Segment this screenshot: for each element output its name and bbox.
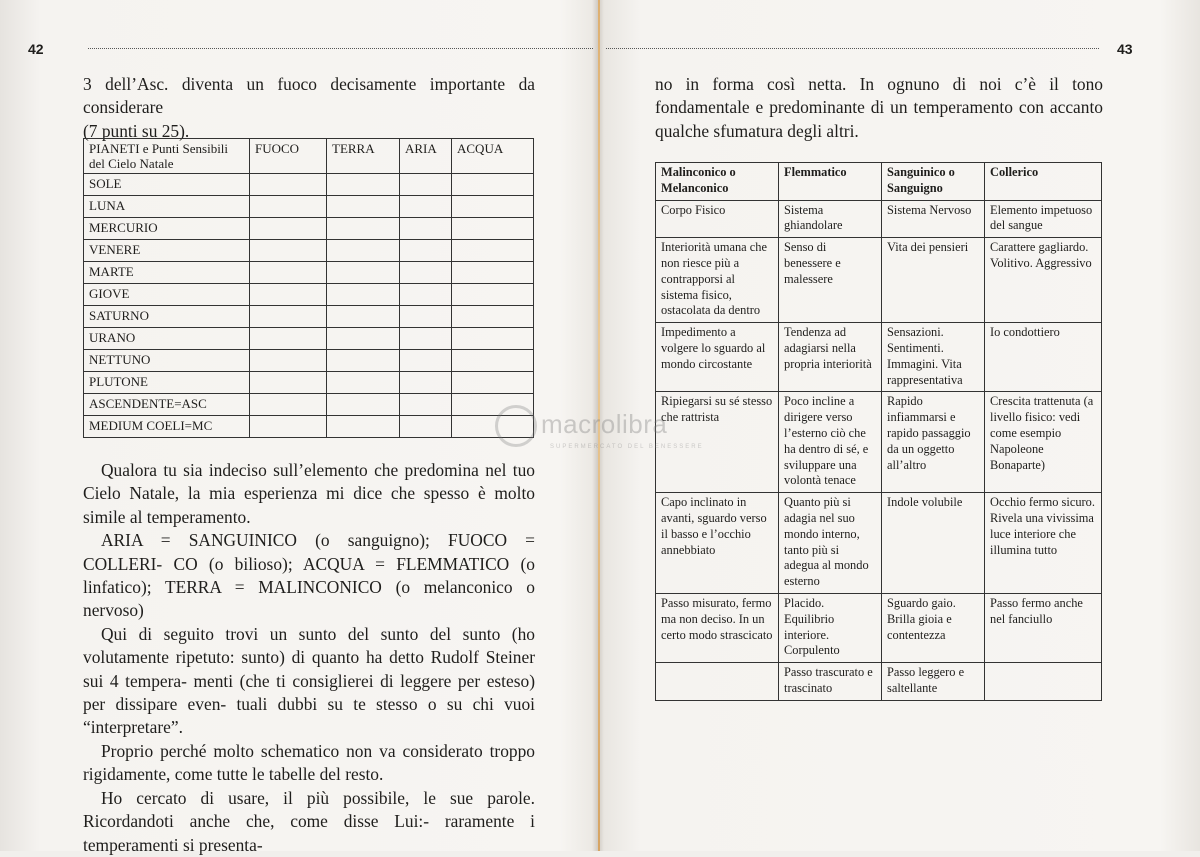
table-row xyxy=(84,394,534,416)
table-cell: Poco incline a dirigere verso l’esterno ciò che ha dentro di sé, e svilupparе una volontà tenace xyxy=(779,392,882,493)
table-header: ACQUA xyxy=(452,139,534,174)
empty-cell xyxy=(400,196,452,218)
empty-cell xyxy=(400,306,452,328)
left-page-number: 42 xyxy=(28,41,44,57)
empty-cell xyxy=(400,328,452,350)
empty-cell xyxy=(250,218,327,240)
empty-cell xyxy=(327,218,400,240)
watermark-logo-icon xyxy=(495,405,537,447)
table-row xyxy=(84,284,534,306)
planet-cell: SOLE xyxy=(84,174,250,196)
empty-cell xyxy=(452,174,534,196)
empty-cell xyxy=(327,196,400,218)
table-header: Flemmatico xyxy=(779,163,882,201)
table-header: FUOCO xyxy=(250,139,327,174)
table-cell: Occhio fermo sicuro. Rivela una vivissima luce interiore che illumina tutto xyxy=(985,493,1102,594)
left-intro-line1: 3 dell’Asc. diventa un fuoco decisamente importante da considerare xyxy=(83,74,535,118)
empty-cell xyxy=(452,218,534,240)
empty-cell xyxy=(452,306,534,328)
left-header-rule xyxy=(88,48,593,49)
table-cell: Senso di benessere e malessere xyxy=(779,238,882,323)
empty-cell xyxy=(250,306,327,328)
empty-cell xyxy=(250,350,327,372)
empty-cell xyxy=(327,262,400,284)
table-row xyxy=(84,218,534,240)
empty-cell xyxy=(452,372,534,394)
empty-cell xyxy=(327,394,400,416)
watermark xyxy=(495,405,704,450)
table-cell: Indole volubile xyxy=(882,493,985,594)
table-row xyxy=(656,593,1102,662)
temperaments-table xyxy=(655,162,1102,701)
right-header-rule xyxy=(606,48,1099,49)
empty-cell xyxy=(452,262,534,284)
table-header: TERRA xyxy=(327,139,400,174)
table-cell: Io condottiero xyxy=(985,323,1102,392)
table-header: Collerico xyxy=(985,163,1102,201)
empty-cell xyxy=(327,416,400,438)
planet-cell: MARTE xyxy=(84,262,250,284)
table-cell: Crescita trattenuta (a livello fisico: vedi come esempio Napoleone Bonaparte) xyxy=(985,392,1102,493)
table-cell: Placido. Equilibrio interiore. Corpulento xyxy=(779,593,882,662)
right-page-number: 43 xyxy=(1117,41,1133,57)
table-row xyxy=(656,392,1102,493)
empty-cell xyxy=(250,284,327,306)
table-cell: Elemento impetuoso del sangue xyxy=(985,200,1102,238)
empty-cell xyxy=(250,262,327,284)
table-cell: Sistema ghiandolare xyxy=(779,200,882,238)
empty-cell xyxy=(400,416,452,438)
empty-cell xyxy=(400,262,452,284)
empty-cell xyxy=(327,372,400,394)
empty-cell xyxy=(400,240,452,262)
table-row xyxy=(656,200,1102,238)
paragraph: ARIA = SANGUINICO (o sanguigno); FUOCO = COLLERI- CO (o bilioso); ACQUA = FLEMMATICO (o linfatico); TERRA = MALINCONICO (o melanconico o nervoso) xyxy=(83,530,535,621)
empty-cell xyxy=(327,306,400,328)
planet-cell: MERCURIO xyxy=(84,218,250,240)
table-row xyxy=(84,416,534,438)
planet-cell: NETTUNO xyxy=(84,350,250,372)
empty-cell xyxy=(452,328,534,350)
empty-cell xyxy=(400,174,452,196)
table-row xyxy=(656,493,1102,594)
watermark-text: macrolibra xyxy=(541,408,668,439)
table-cell: Passo leggero e saltellante xyxy=(882,663,985,701)
table-cell: Tendenza ad adagiarsi nella propria interiorità xyxy=(779,323,882,392)
right-intro: no in forma così netta. In ognuno di noi c’è il tono fondamentale e predominante di un temperamento con accanto qualche sfumatura degli altri. xyxy=(655,74,1103,141)
table-header: Malinconico o Melanconico xyxy=(656,163,779,201)
empty-cell xyxy=(400,350,452,372)
empty-cell xyxy=(250,416,327,438)
empty-cell xyxy=(250,328,327,350)
empty-cell xyxy=(452,240,534,262)
table-cell: Interiorità umana che non riesce più a contrapporsi al sistema fisico, ostacolata da dentro xyxy=(656,238,779,323)
table-row xyxy=(656,663,1102,701)
table-header: ARIA xyxy=(400,139,452,174)
left-body-text xyxy=(83,459,535,857)
empty-cell xyxy=(452,284,534,306)
table-cell: Quanto più si adagia nel suo mondo interno, tanto più si adegua al mondo esterno xyxy=(779,493,882,594)
table-row xyxy=(84,196,534,218)
planets-elements-table xyxy=(83,138,534,438)
empty-cell xyxy=(327,350,400,372)
table-row xyxy=(84,328,534,350)
empty-cell xyxy=(327,240,400,262)
planet-cell: URANO xyxy=(84,328,250,350)
empty-cell xyxy=(250,174,327,196)
table-cell: Sistema Nervoso xyxy=(882,200,985,238)
table-cell xyxy=(656,663,779,701)
table-row xyxy=(84,262,534,284)
table-cell: Impedimento a volgere lo sguardo al mondo circostante xyxy=(656,323,779,392)
empty-cell xyxy=(452,350,534,372)
left-intro-line2: (7 punti su 25). xyxy=(83,120,190,141)
empty-cell xyxy=(250,196,327,218)
planet-cell: MEDIUM COELI=MC xyxy=(84,416,250,438)
table-cell: Ripiegarsi su sé stesso che rattrista xyxy=(656,392,779,493)
empty-cell xyxy=(250,372,327,394)
table-cell: Capo inclinato in avanti, sguardo verso il basso e l’occhio annebbiato xyxy=(656,493,779,594)
table-cell: Corpo Fisico xyxy=(656,200,779,238)
planet-cell: LUNA xyxy=(84,196,250,218)
table-cell: Passo fermo anche nel fanciullo xyxy=(985,593,1102,662)
paragraph: Qualora tu sia indeciso sull’elemento che predomina nel tuo Cielo Natale, la mia esperienza mi dice che spesso è molto simile al temperamento. xyxy=(83,460,535,527)
table-cell: Vita dei pensieri xyxy=(882,238,985,323)
planet-cell: GIOVE xyxy=(84,284,250,306)
empty-cell xyxy=(250,394,327,416)
empty-cell xyxy=(327,284,400,306)
paragraph: Ho cercato di usare, il più possibile, le sue parole. Ricordandoti anche che, come disse Lui:- raramente i temperamenti si presenta- xyxy=(83,787,535,855)
left-intro xyxy=(83,73,535,143)
watermark-subtext: SUPERMERCATO DEL BENESSERE xyxy=(550,444,704,450)
empty-cell xyxy=(400,284,452,306)
table-row xyxy=(656,238,1102,323)
planet-cell: SATURNO xyxy=(84,306,250,328)
table-cell: Rapido infiammarsi e rapido passaggio da un oggetto all’altro xyxy=(882,392,985,493)
planet-cell: VENERE xyxy=(84,240,250,262)
table-row xyxy=(84,174,534,196)
table-row xyxy=(84,372,534,394)
table-cell xyxy=(985,663,1102,701)
empty-cell xyxy=(400,218,452,240)
empty-cell xyxy=(400,394,452,416)
table-cell: Carattere gagliardo. Volitivo. Aggressivo xyxy=(985,238,1102,323)
table-row xyxy=(656,323,1102,392)
table-cell: Passo misurato, fermo ma non deciso. In un certo modo strascicato xyxy=(656,593,779,662)
table-cell: Passo trascurato e trascinato xyxy=(779,663,882,701)
empty-cell xyxy=(250,240,327,262)
table-row xyxy=(84,350,534,372)
empty-cell xyxy=(452,196,534,218)
table-row xyxy=(84,240,534,262)
table-header: PIANETI e Punti Sensibili del Cielo Natale xyxy=(84,139,250,174)
table-cell: Sguardo gaio. Brilla gioia e contentezza xyxy=(882,593,985,662)
table-cell: Sensazioni. Sentimenti. Immagini. Vita rappresentativa xyxy=(882,323,985,392)
paragraph: Proprio perché molto schematico non va considerato troppo rigidamente, come tutte le tabelle del resto. xyxy=(83,740,535,785)
table-header: Sanguinico o Sanguigno xyxy=(882,163,985,201)
empty-cell xyxy=(327,328,400,350)
paragraph: Qui di seguito trovi un sunto del sunto del sunto (ho volutamente ripetuto: sunto) di quanto ha detto Rudolf Steiner sui 4 tempera- menti (che ti consiglierei di leggere per esteso) per dissipare even- tuali dubbi su te stesso o su chi vuoi “interpretare”. xyxy=(83,623,535,738)
empty-cell xyxy=(400,372,452,394)
table-row xyxy=(84,306,534,328)
planet-cell: PLUTONE xyxy=(84,372,250,394)
empty-cell xyxy=(327,174,400,196)
planet-cell: ASCENDENTE=ASC xyxy=(84,394,250,416)
